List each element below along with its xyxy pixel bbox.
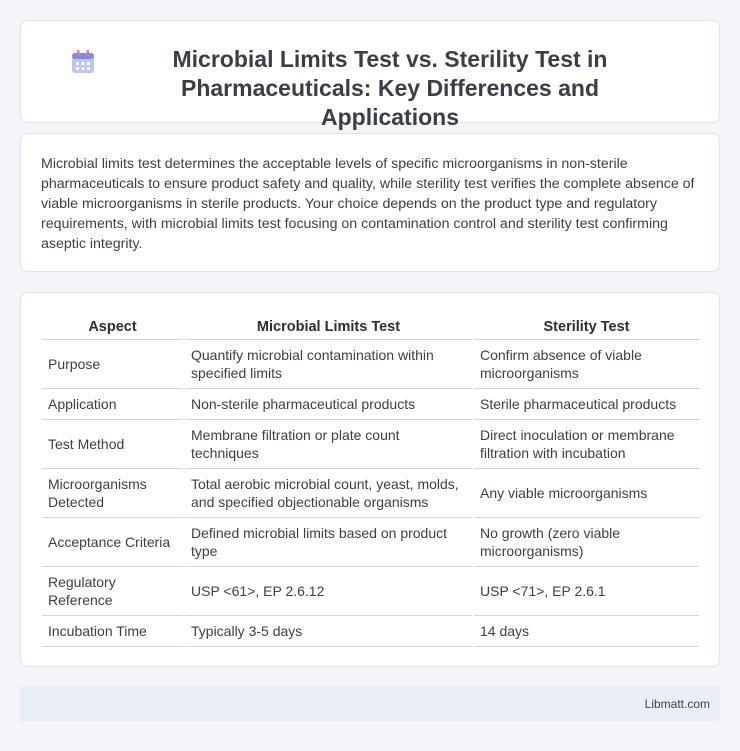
row-sterility: 14 days	[473, 615, 699, 646]
row-aspect: Regulatory Reference	[42, 566, 184, 615]
table-row	[42, 566, 699, 615]
table-row	[42, 339, 699, 388]
row-microbial-limits: Total aerobic microbial count, yeast, molds, and specified objectionable organisms	[184, 468, 473, 517]
row-microbial-limits: Quantify microbial contamination within specified limits	[184, 339, 473, 388]
row-sterility: Confirm absence of viable microorganisms	[473, 339, 699, 388]
header-microbial-limits: Microbial Limits Test	[184, 317, 473, 339]
comparison-card	[20, 292, 720, 667]
row-microbial-limits: Non-sterile pharmaceutical products	[184, 388, 473, 419]
footer	[20, 686, 720, 721]
table-row	[42, 419, 699, 468]
row-microbial-limits: Membrane filtration or plate count techniques	[184, 419, 473, 468]
row-aspect: Acceptance Criteria	[42, 517, 184, 566]
row-sterility: Any viable microorganisms	[473, 468, 699, 517]
title-card	[20, 20, 720, 130]
header-aspect: Aspect	[42, 317, 184, 339]
summary-text: Microbial limits test determines the acceptable levels of specific microorganisms in non-sterile pharmaceuticals to ensure product safety and quality, while sterility test verifies the complete absence of viable microorganisms in sterile products. Your choice depends on the product type and regulatory requirements, with microbial limits test focusing on contamination control and sterility test confirming aseptic integrity.	[41, 156, 695, 252]
row-microbial-limits: Defined microbial limits based on product type	[184, 517, 473, 566]
row-microbial-limits: USP <61>, EP 2.6.12	[184, 566, 473, 615]
page-title: Microbial Limits Test vs. Sterility Test in Pharmaceuticals: Key Differences and Applications	[172, 46, 608, 130]
header-sterility: Sterility Test	[473, 317, 699, 339]
row-sterility: Sterile pharmaceutical products	[473, 388, 699, 419]
table-row	[42, 615, 699, 646]
summary-card	[20, 133, 720, 272]
calendar-icon	[70, 49, 96, 75]
row-aspect: Purpose	[42, 339, 184, 388]
table-header-row	[42, 317, 699, 339]
row-sterility: No growth (zero viable microorganisms)	[473, 517, 699, 566]
row-aspect: Incubation Time	[42, 615, 184, 646]
row-aspect: Test Method	[42, 419, 184, 468]
table-row	[42, 517, 699, 566]
footer-brand-link[interactable]: Libmatt.com	[644, 696, 710, 711]
row-aspect: Application	[42, 388, 184, 419]
row-sterility: USP <71>, EP 2.6.1	[473, 566, 699, 615]
row-aspect: Microorganisms Detected	[42, 468, 184, 517]
table-row	[42, 388, 699, 419]
table-row	[42, 468, 699, 517]
comparison-table	[42, 317, 699, 647]
row-sterility: Direct inoculation or membrane filtration with incubation	[473, 419, 699, 468]
row-microbial-limits: Typically 3-5 days	[184, 615, 473, 646]
